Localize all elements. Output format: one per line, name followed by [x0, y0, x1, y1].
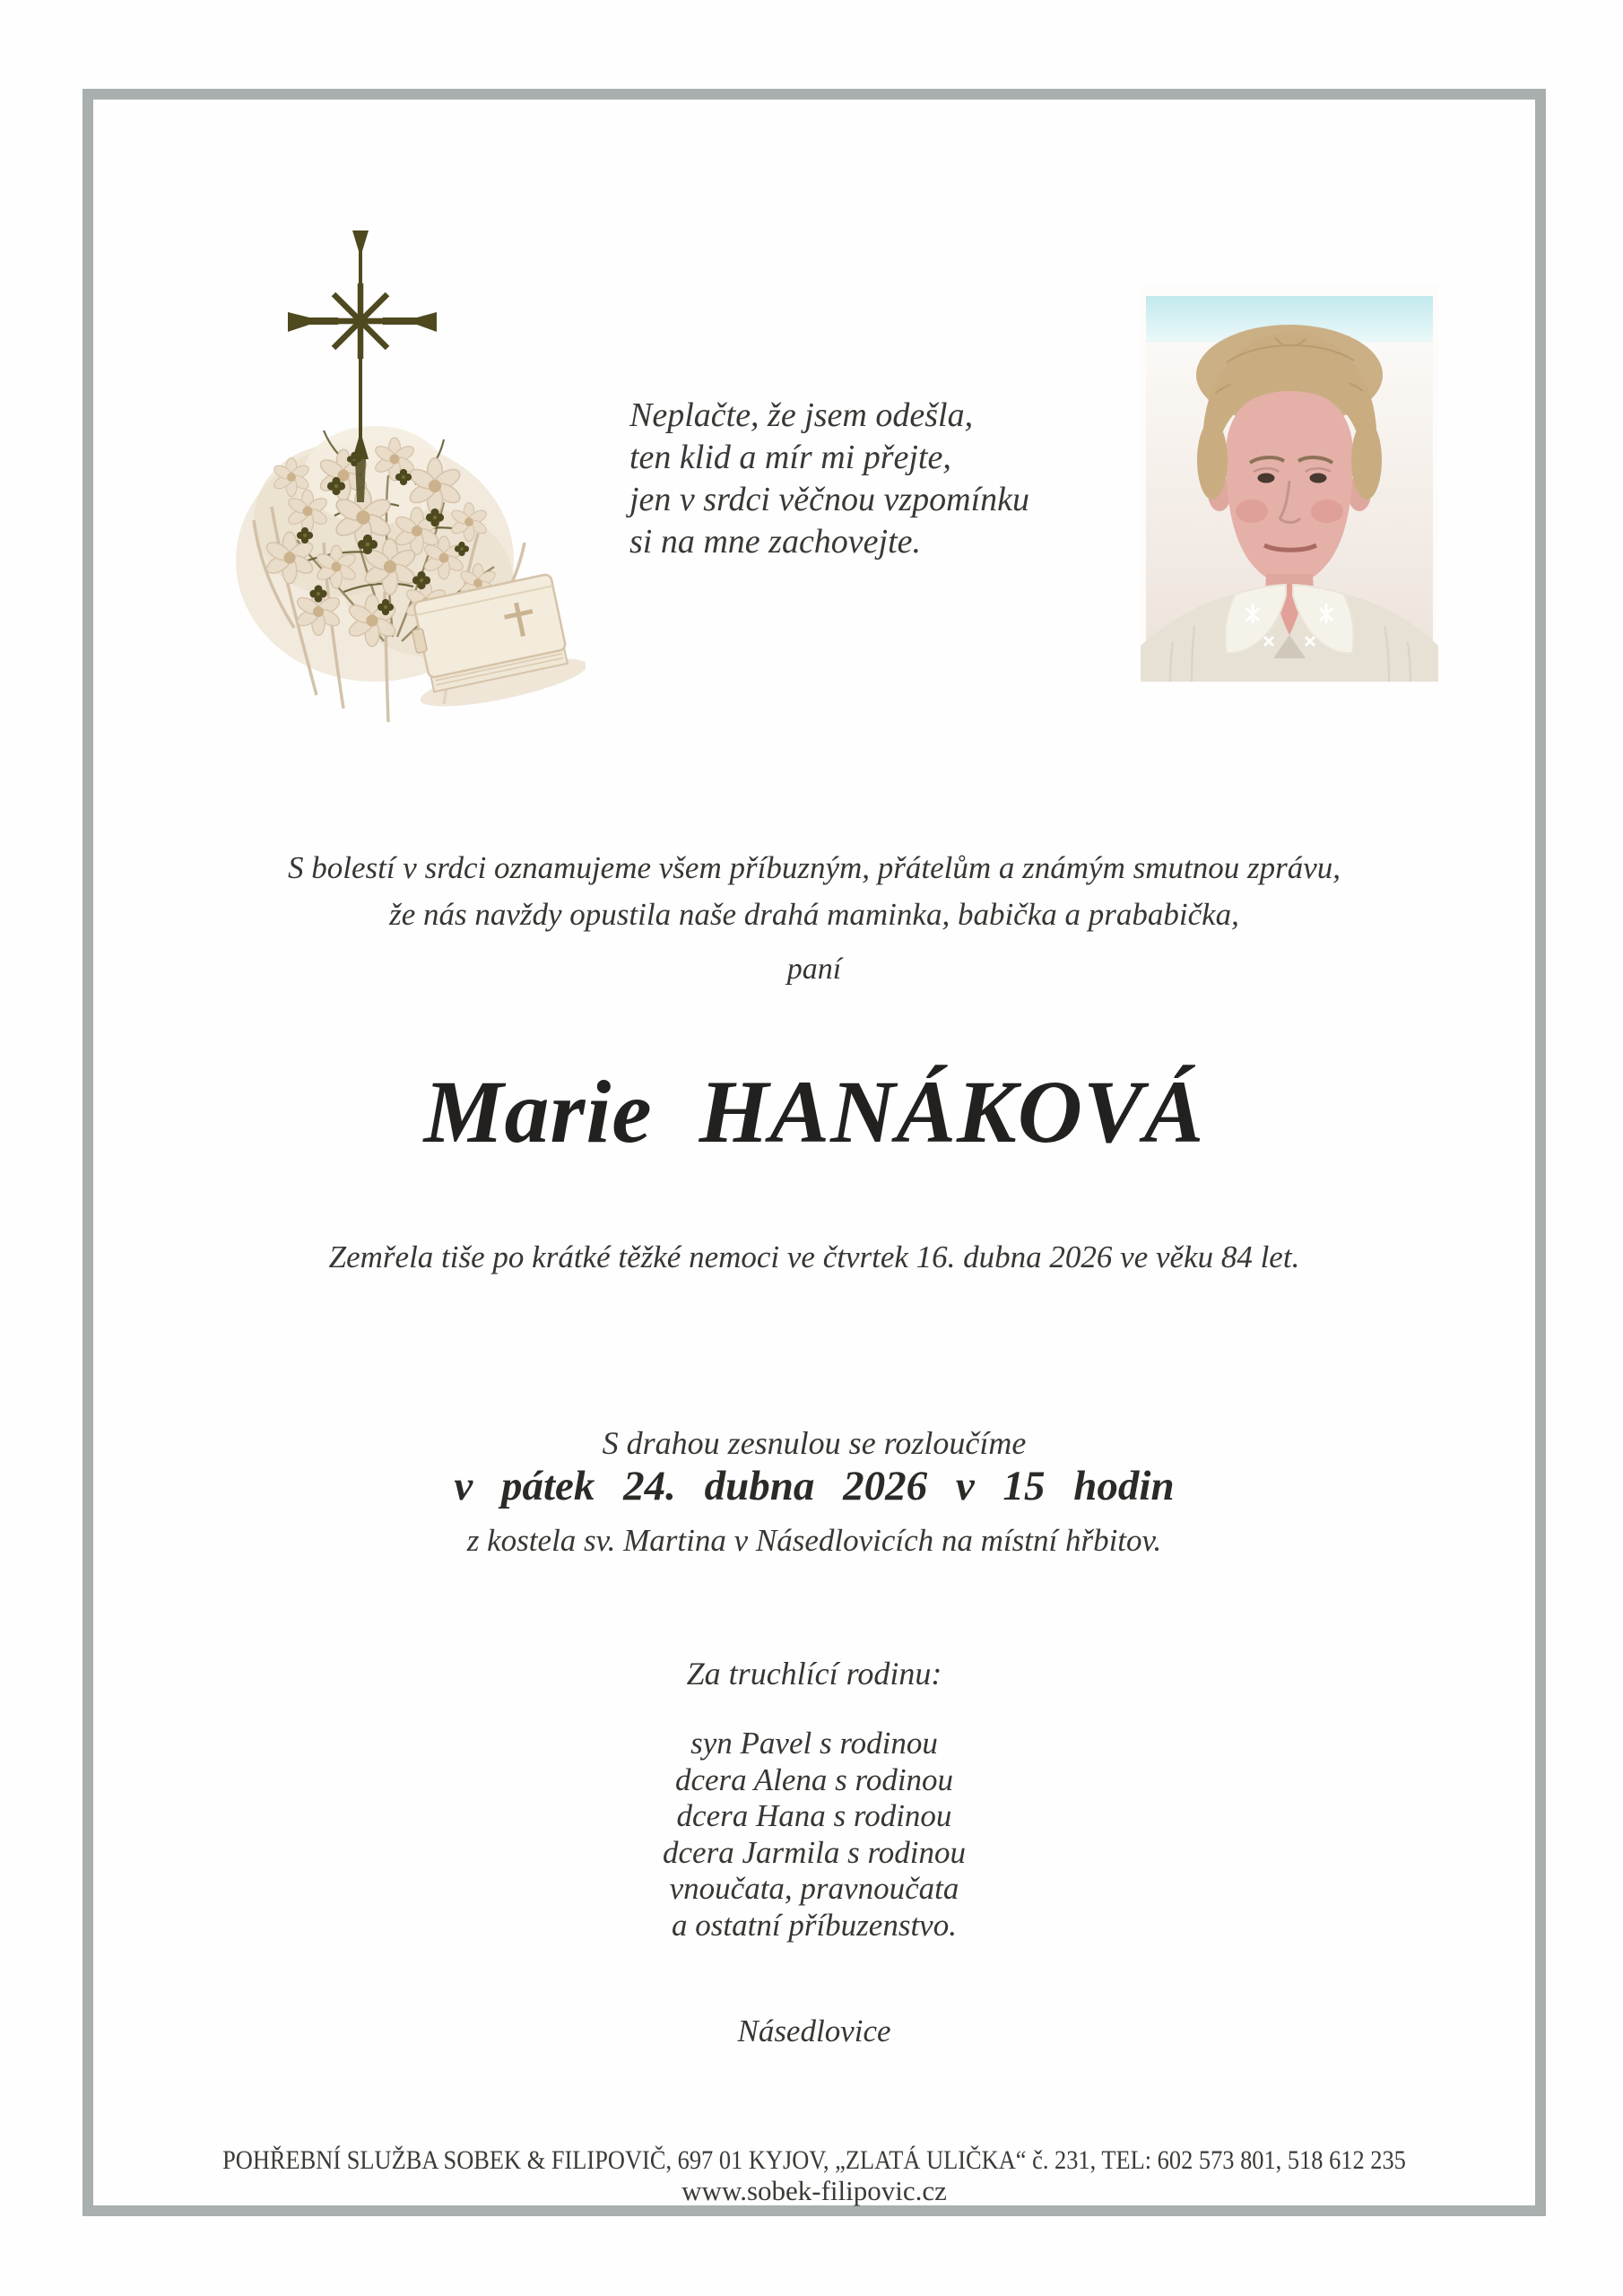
- mourners-list: [82, 1726, 1546, 1944]
- deceased-first-name: Marie: [423, 1062, 653, 1161]
- poem-line: Neplačte, že jsem odešla,: [629, 396, 974, 434]
- announcement: [82, 845, 1546, 938]
- poem-line: ten klid a mír mi přejte,: [629, 439, 951, 476]
- portrait-photo: [1141, 285, 1438, 682]
- mourner-line: dcera Jarmila s rodinou: [663, 1834, 966, 1870]
- deceased-name: [82, 1060, 1546, 1163]
- funeral-service-website: www.sobek-filipovic.cz: [681, 2175, 947, 2206]
- mourners-heading: Za truchlící rodinu:: [686, 1656, 942, 1692]
- poem-line: jen v srdci věčnou vzpomínku: [629, 481, 1029, 518]
- announcement-line-2: že nás navždy opustila naše drahá maminka, babička a prababička,: [389, 897, 1239, 932]
- memorial-poem: [629, 395, 1185, 563]
- farewell-line-3: z kostela sv. Martina v Násedlovicích na místní hřbitov.: [466, 1523, 1162, 1558]
- announcement-line-1: S bolestí v srdci oznamujeme všem příbuzným, přátelům a známým smutnou zprávu,: [287, 850, 1341, 885]
- farewell-line-1: S drahou zesnulou se rozloučíme: [602, 1425, 1027, 1461]
- farewell-date-line: v pátek 24. dubna 2026 v 15 hodin: [454, 1463, 1175, 1509]
- mourner-line: syn Pavel s rodinou: [690, 1726, 938, 1761]
- mourner-line: dcera Hana s rodinou: [676, 1798, 952, 1833]
- poem-line: si na mne zachovejte.: [629, 523, 922, 561]
- mourner-line: dcera Alena s rodinou: [674, 1761, 954, 1797]
- mourner-line: vnoučata, pravnoučata: [669, 1871, 959, 1906]
- death-notice: Zemřela tiše po krátké těžké nemoci ve čtvrtek 16. dubna 2026 ve věku 84 let.: [328, 1239, 1300, 1274]
- honorific: paní: [786, 952, 842, 986]
- place-name: Násedlovice: [737, 2013, 891, 2048]
- mourner-line: a ostatní příbuzenstvo.: [672, 1907, 957, 1943]
- cross-flowers-book-artwork: [209, 206, 586, 744]
- deceased-last-name: HANÁKOVÁ: [699, 1062, 1205, 1161]
- funeral-service-info: POHŘEBNÍ SLUŽBA SOBEK & FILIPOVIČ, 697 01 KYJOV, „ZLATÁ ULIČKA“ č. 231, TEL: 602 573 801, 518 612 235: [222, 2145, 1406, 2175]
